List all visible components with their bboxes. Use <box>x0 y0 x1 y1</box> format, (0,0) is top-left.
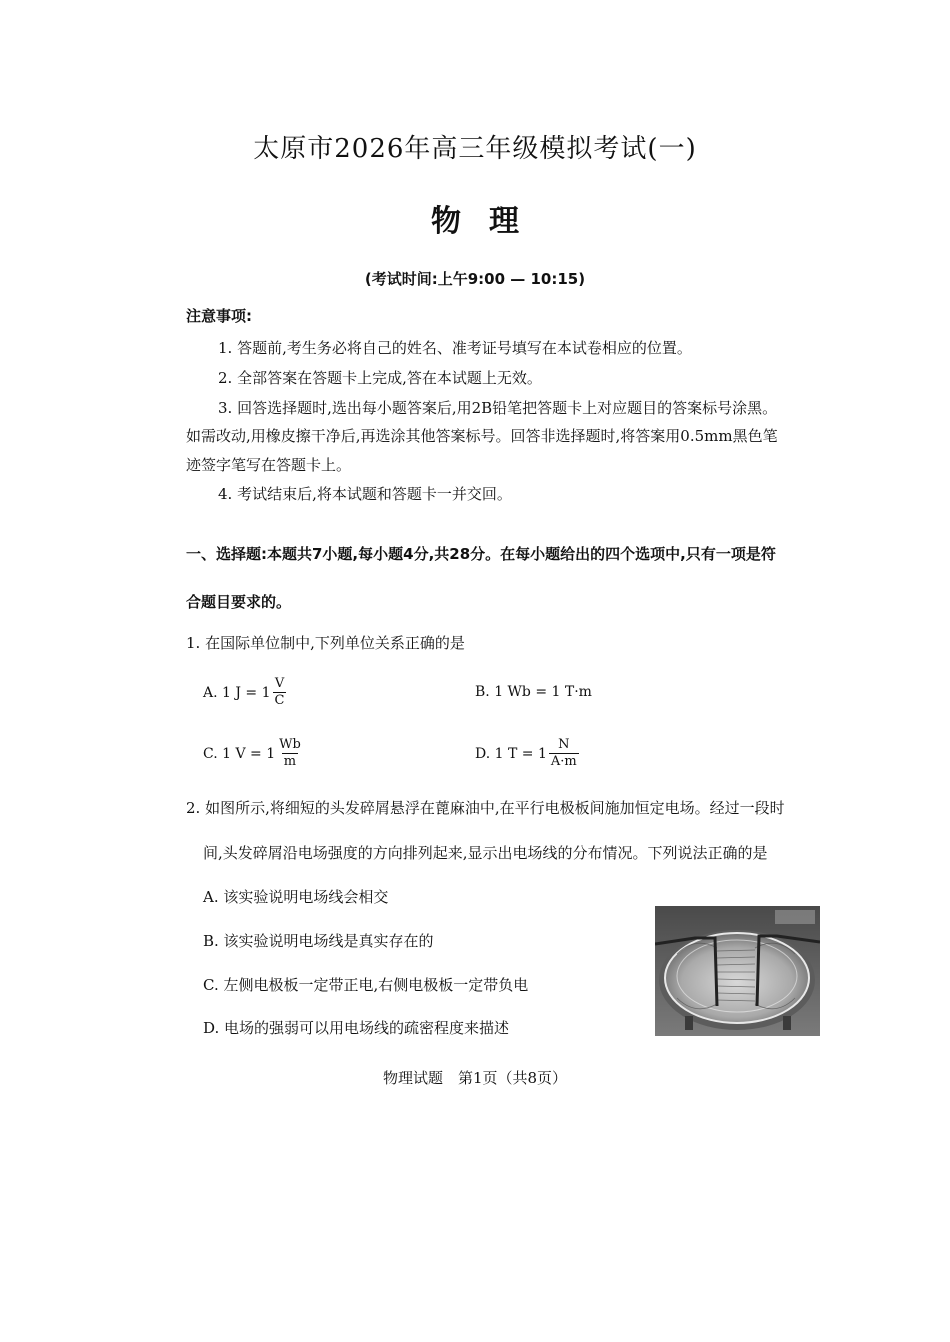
question-2-stem-cont: 间,头发碎屑沿电场强度的方向排列起来,显示出电场线的分布情况。下列说法正确的是 <box>203 844 768 862</box>
subject-title: 物理 <box>431 204 547 239</box>
question-1-stem: 1. 在国际单位制中,下列单位关系正确的是 <box>186 634 465 652</box>
fraction-denominator: C <box>274 693 285 708</box>
q1-option-c-prefix: C. 1 V = 1 <box>203 745 276 762</box>
q1-option-a <box>203 676 286 709</box>
question-2-stem: 2. 如图所示,将细短的头发碎屑悬浮在蓖麻油中,在平行电极板间施加恒定电场。经过一段时 <box>186 799 785 817</box>
q1-option-a-prefix: A. 1 J = 1 <box>203 684 271 701</box>
fraction-numerator: N <box>558 737 570 752</box>
q1-option-d <box>475 737 579 770</box>
note-item: 2. 全部答案在答题卡上完成,答在本试题上无效。 <box>218 369 542 387</box>
fraction-denominator: m <box>283 754 297 769</box>
fraction-numerator: V <box>274 676 285 691</box>
q2-option-a: A. 该实验说明电场线会相交 <box>203 888 389 906</box>
exam-title: 太原市2026年高三年级模拟考试(一) <box>253 134 697 164</box>
fraction-numerator: Wb <box>279 737 301 752</box>
note-item: 4. 考试结束后,将本试题和答题卡一并交回。 <box>218 485 512 503</box>
electric-field-photo <box>655 906 820 1036</box>
fraction <box>277 737 303 770</box>
fraction <box>549 737 579 770</box>
q1-option-b-text: B. 1 Wb = 1 T·m <box>475 684 592 700</box>
q2-option-b: B. 该实验说明电场线是真实存在的 <box>203 932 434 950</box>
fraction <box>273 676 287 709</box>
q1-option-c <box>203 737 303 770</box>
notes-heading: 注意事项: <box>186 307 252 325</box>
fraction-denominator: A·m <box>550 754 577 769</box>
q1-option-d-prefix: D. 1 T = 1 <box>475 745 547 762</box>
page-footer: 物理试题 第1页（共8页） <box>382 1069 568 1087</box>
note-item: 如需改动,用橡皮擦干净后,再选涂其他答案标号。回答非选择题时,将答案用0.5mm黑色笔 <box>186 427 778 445</box>
section-heading-cont: 合题目要求的。 <box>186 593 292 611</box>
note-item: 1. 答题前,考生务必将自己的姓名、准考证号填写在本试卷相应的位置。 <box>218 339 692 357</box>
note-item: 迹签字笔写在答题卡上。 <box>186 456 352 474</box>
q2-option-d: D. 电场的强弱可以用电场线的疏密程度来描述 <box>203 1019 510 1037</box>
q2-option-c: C. 左侧电极板一定带正电,右侧电极板一定带负电 <box>203 976 529 994</box>
exam-time: (考试时间:上午9:00 — 10:15) <box>364 270 586 288</box>
note-item: 3. 回答选择题时,选出每小题答案后,用2B铅笔把答题卡上对应题目的答案标号涂黑。 <box>218 399 778 417</box>
section-heading: 一、选择题:本题共7小题,每小题4分,共28分。在每小题给出的四个选项中,只有一项是符 <box>186 545 776 563</box>
q1-option-b <box>475 684 592 700</box>
